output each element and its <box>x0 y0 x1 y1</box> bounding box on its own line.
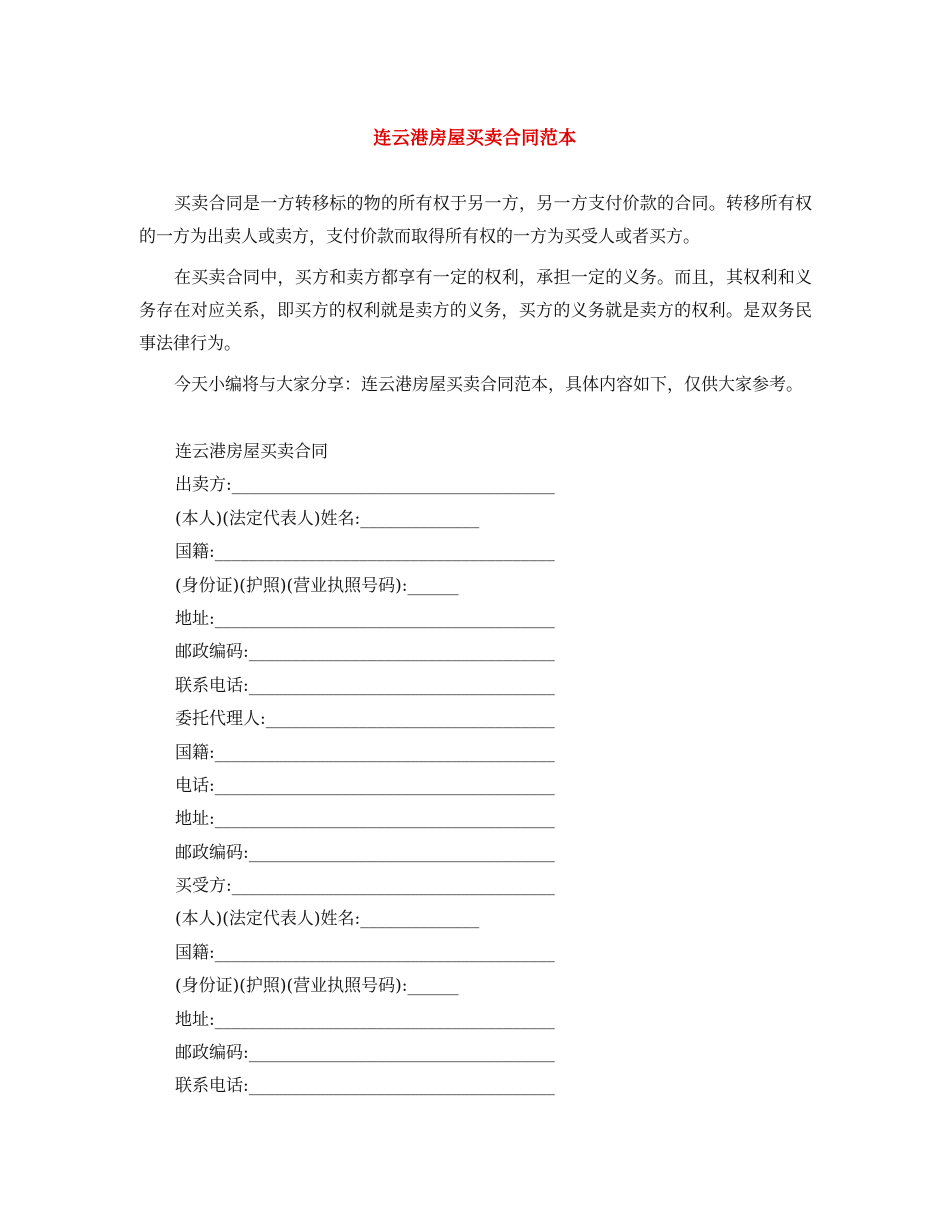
form-line-blank: ____________________________________ <box>248 1076 555 1097</box>
form-line <box>175 469 815 502</box>
form-line-blank: ________________________________________ <box>214 1009 555 1030</box>
form-line <box>175 1037 815 1070</box>
form-line <box>175 770 815 803</box>
form-line-blank: ________________________________________ <box>214 742 555 763</box>
form-line-blank: ____________________________________ <box>248 642 555 663</box>
form-line-blank: ________________________________________ <box>214 942 555 963</box>
form-line-label: 邮政编码: <box>175 642 249 663</box>
form-line <box>175 503 815 536</box>
form-line-label: 邮政编码: <box>175 1043 249 1064</box>
form-line-blank: ______________________________________ <box>231 475 555 496</box>
form-line-label: 国籍: <box>175 542 215 563</box>
form-line-label: 邮政编码: <box>175 842 249 863</box>
form-line-label: 联系电话: <box>175 675 249 696</box>
form-line <box>175 703 815 736</box>
form-line-label: (本人)(法定代表人)姓名: <box>175 508 361 529</box>
form-line-label: 委托代理人: <box>175 709 266 730</box>
form-line-blank: ______ <box>407 575 459 596</box>
contract-form-fields <box>175 436 815 1104</box>
intro-paragraph-2: 在买卖合同中，买方和卖方都享有一定的权利，承担一定的义务。而且，其权利和义务存在对应关系，即买方的权利就是卖方的义务，买方的义务就是卖方的权利。是双务民事法律行为。 <box>139 268 812 354</box>
form-line-label: 买受方: <box>175 876 232 897</box>
form-line-blank: ________________________________________ <box>214 542 555 563</box>
form-line-blank: ________________________________________ <box>214 775 555 796</box>
form-line <box>175 737 815 770</box>
form-line-label: 地址: <box>175 809 215 830</box>
form-line <box>175 837 815 870</box>
form-line <box>175 870 815 903</box>
document-title: 连云港房屋买卖合同范本 <box>373 128 577 149</box>
form-line <box>175 803 815 836</box>
form-line <box>175 670 815 703</box>
form-line-label: 电话: <box>175 775 215 796</box>
form-line-blank: ________________________________________ <box>214 608 555 629</box>
form-line-label: 联系电话: <box>175 1076 249 1097</box>
intro-paragraph-1: 买卖合同是一方转移标的物的所有权于另一方，另一方支付价款的合同。转移所有权的一方为出卖人或卖方，支付价款而取得所有权的一方为买受人或者买方。 <box>139 194 812 247</box>
form-line-blank: ____________________________________ <box>248 842 555 863</box>
form-line-label: (身份证)(护照)(营业执照号码): <box>175 575 408 596</box>
form-line-blank: ______________ <box>360 909 480 930</box>
form-line <box>175 636 815 669</box>
form-line-label: 地址: <box>175 1009 215 1030</box>
form-line-label: (身份证)(护照)(营业执照号码): <box>175 976 408 997</box>
form-line-blank: ____________________________________ <box>248 675 555 696</box>
form-line-blank: ______________________________________ <box>231 876 555 897</box>
intro-paragraph-3: 今天小编将与大家分享：连云港房屋买卖合同范本，具体内容如下，仅供大家参考。 <box>174 375 803 395</box>
form-line-label: 地址: <box>175 608 215 629</box>
form-line-blank: ______________ <box>360 508 480 529</box>
form-line <box>175 570 815 603</box>
form-line <box>175 436 815 469</box>
form-line-blank: ____________________________________ <box>248 1043 555 1064</box>
form-line-blank: ________________________________________ <box>214 809 555 830</box>
form-line-label: 连云港房屋买卖合同 <box>175 442 328 462</box>
form-line-label: (本人)(法定代表人)姓名: <box>175 909 361 930</box>
form-line <box>175 1004 815 1037</box>
form-line <box>175 536 815 569</box>
form-line <box>175 903 815 936</box>
form-line-blank: ______ <box>407 976 459 997</box>
form-line-label: 国籍: <box>175 942 215 963</box>
form-line <box>175 603 815 636</box>
form-line <box>175 937 815 970</box>
form-line <box>175 970 815 1003</box>
form-line-label: 出卖方: <box>175 475 232 496</box>
form-line-label: 国籍: <box>175 742 215 763</box>
form-line <box>175 1070 815 1103</box>
form-line-blank: __________________________________ <box>265 709 555 730</box>
